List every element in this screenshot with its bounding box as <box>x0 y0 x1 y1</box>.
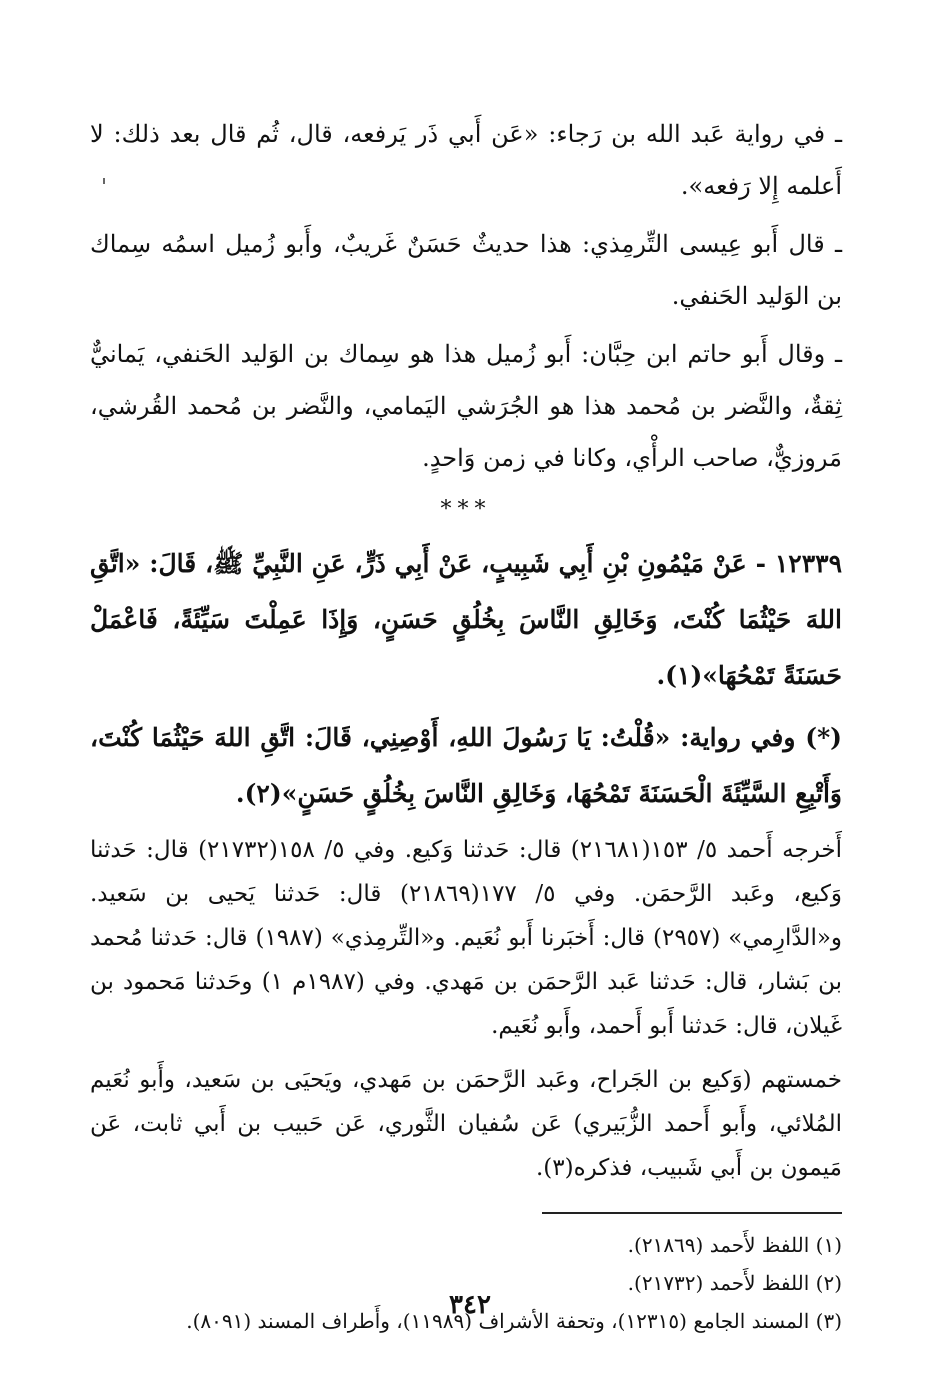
paragraph-tirmidhi-grading: ـ قال أَبو عِيسى التِّرمِذي: هذا حديثٌ حَسَنٌ غَريبٌ، وأَبو زُميل اسمُه سِماك بن الوَليد الحَنفي. <box>90 230 842 310</box>
takhrij-sources: أَخرجه أَحمد ٥/ ١٥٣(٢١٦٨١) قال: حَدثنا وَكيع. وفي ٥/ ١٥٨(٢١٧٣٢) قال: حَدثنا وَكيع، وعَبد الرَّحمَن. وفي ٥/ ١٧٧(٢١٨٦٩) قال: حَدثنا يَحيى بن سَعيد. و«الدَّارِمي» (٢٩٥٧) قال: أَخبَرنا أَبو نُعَيم. و«التِّرمِذي» (١٩٨٧) قال: حَدثنا مُحمد بن بَشار، قال: حَدثنا عَبد الرَّحمَن بن مَهدي. وفي (١٩٨٧م ١) وحَدثنا مَحمود بن غَيلان، قال: حَدثنا أَبو أَحمد، وأَبو نُعَيم. <box>90 837 843 1039</box>
footnote-3: (٣) المسند الجامع (١٢٣١٥)، وتحفة الأشراف (١١٩٨٩)، وأَطراف المسند (٨٠٩١). <box>186 1309 842 1333</box>
page-body <box>90 108 842 1340</box>
hadith-text: ١٢٣٣٩ - عَنْ مَيْمُونِ بْنِ أَبِي شَبِيبٍ، عَنْ أَبِي ذَرٍّ، عَنِ النَّبِيِّ ﷺ، قَالَ: «اتَّقِ اللهَ حَيْثُمَا كُنْتَ، وَخَالِقِ النَّاسَ بِخُلُقٍ حَسَنٍ، وَإِذَا عَمِلْتَ سَيِّئَةً، فَاعْمَلْ حَسَنَةً تَمْحُهَا»(١). <box>90 549 842 690</box>
takhrij-chain: خمستهم (وَكيع بن الجَراح، وعَبد الرَّحمَن بن مَهدي، ويَحيَى بن سَعيد، وأَبو نُعَيم المُلائي، وأَبو أَحمد الزُّبَيري) عَن سُفيان الثَّوري، عَن حَبيب بن أَبي ثابت، عَن مَيمون بن أَبي شَبيب، فذكره(٣). <box>90 1067 842 1181</box>
section-divider-stars: *** <box>440 497 492 522</box>
footnote-1: (١) اللفظ لأَحمد (٢١٨٦٩). <box>627 1233 842 1257</box>
hadith-variant: (*) وفي رواية: «قُلْتُ: يَا رَسُولَ اللهِ، أَوْصِنِي، قَالَ: اتَّقِ اللهَ حَيْثُمَا كُنْتَ، وَأَتْبِعِ السَّيِّئَةَ الْحَسَنَةَ تَمْحُهَا، وَخَالِقِ النَّاسَ بِخُلُقٍ حَسَنٍ»(٢). <box>90 723 842 808</box>
footnote-2: (٢) اللفظ لأَحمد (٢١٧٣٢). <box>627 1271 842 1295</box>
page-number: ٣٤٢ <box>449 1290 491 1320</box>
paragraph-ibn-hibban: ـ وقال أَبو حاتم ابن حِبَّان: أَبو زُميل هذا هو سِماك بن الوَليد الحَنفي، يَمانيٌّ ثِقةٌ، والنَّضر بن مُحمد هذا هو الجُرَشي اليَمامي، والنَّضر بن مُحمد القُرشي، مَروزيٌّ، صاحب الرأْي، وكانا في زمن وَاحدٍ. <box>90 340 842 472</box>
paragraph-abdullah-narration: ـ في رواية عَبد الله بن رَجاء: «عَن أَبي ذَر يَرفعه، قال، ثُم قال بعد ذلك: لا أَعلمه إِلا رَفعه». <box>90 120 842 200</box>
footnote-separator <box>542 1212 842 1214</box>
